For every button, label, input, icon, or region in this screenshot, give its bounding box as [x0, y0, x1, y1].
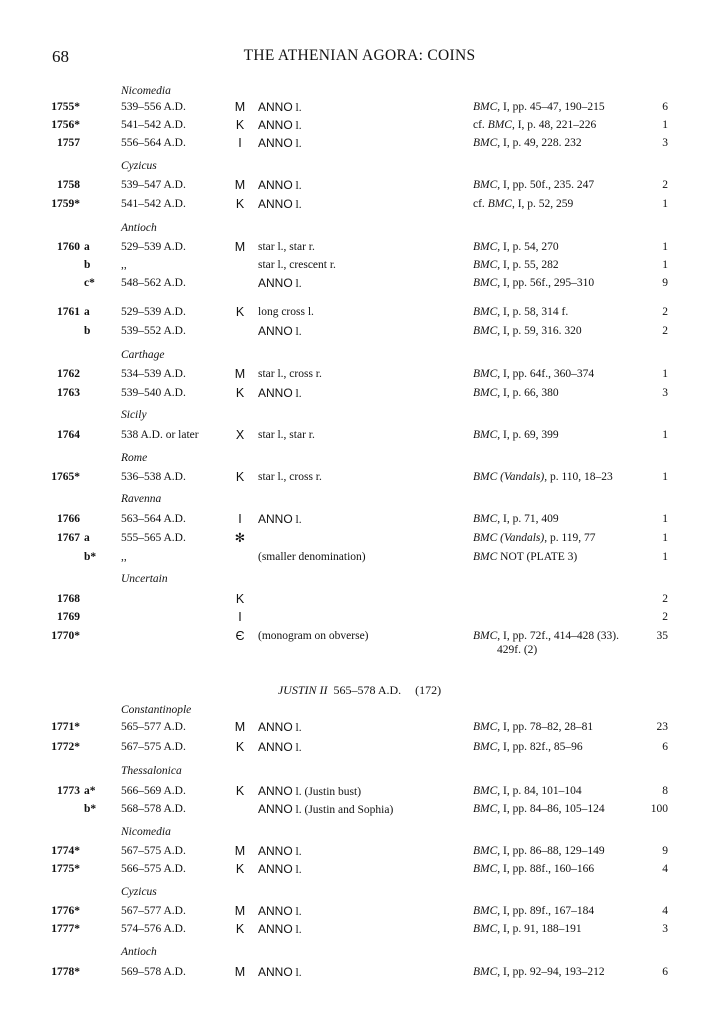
variant-letter: c*: [84, 277, 95, 289]
bmc-reference: BMC, I, pp. 84–86, 105–124: [473, 803, 605, 815]
date-range: 539–547 A.D.: [121, 179, 186, 191]
specimen-count: 9: [662, 277, 668, 289]
specimen-count: 1: [662, 198, 668, 210]
catalog-number: 1770*: [51, 630, 80, 642]
bmc-reference: BMC (Vandals), p. 110, 18–23: [473, 471, 613, 483]
catalog-number: 1766: [57, 513, 80, 525]
specimen-count: 1: [662, 368, 668, 380]
specimen-count: 35: [656, 630, 668, 642]
mint-name: Carthage: [121, 349, 165, 361]
catalog-number: 1765*: [51, 471, 80, 483]
date-range: 548–562 A.D.: [121, 277, 186, 289]
date-range: 539–556 A.D.: [121, 101, 186, 113]
catalog-entry: [0, 365, 719, 383]
reverse-description: ANNO l.: [258, 100, 302, 114]
date-range: 574–576 A.D.: [121, 923, 186, 935]
reverse-description: star l., cross r.: [258, 471, 322, 483]
reverse-description: ANNO l.: [258, 386, 302, 400]
mint-name: Antioch: [121, 946, 157, 958]
catalog-entry: [0, 548, 719, 566]
catalog-entry: [0, 176, 719, 194]
catalog-number: 1772*: [51, 741, 80, 753]
specimen-count: 2: [662, 593, 668, 605]
reverse-description: ANNO l.: [258, 324, 302, 338]
catalog-number: 1759*: [51, 198, 80, 210]
bmc-reference: BMC, I, pp. 72f., 414–428 (33).: [473, 630, 619, 642]
reverse-description: ANNO l.: [258, 720, 302, 734]
catalog-entry: [0, 195, 719, 213]
emperor-name: JUSTIN II: [277, 683, 328, 697]
catalog-number: 1771*: [51, 721, 80, 733]
catalog-number: 1777*: [51, 923, 80, 935]
bmc-reference: BMC, I, p. 55, 282: [473, 259, 559, 271]
page-number: 68: [52, 47, 69, 66]
bmc-reference: BMC, I, p. 54, 270: [473, 241, 559, 253]
reverse-description: ANNO l.: [258, 862, 302, 876]
catalog-entry: [0, 510, 719, 528]
date-range: 567–575 A.D.: [121, 741, 186, 753]
mint-name: Antioch: [121, 222, 157, 234]
section-heading-justin-ii: [0, 683, 719, 698]
catalog-number: 1775*: [51, 863, 80, 875]
variant-letter: b*: [84, 803, 97, 815]
bmc-reference: BMC, I, pp. 92–94, 193–212: [473, 966, 605, 978]
date-range: 566–575 A.D.: [121, 863, 186, 875]
date-range: ,,: [121, 551, 127, 563]
bmc-reference: BMC, I, pp. 82f., 85–96: [473, 741, 583, 753]
date-range: ,,: [121, 259, 127, 271]
denomination-mark: K: [235, 118, 245, 132]
bmc-reference: BMC, I, pp. 88f., 160–166: [473, 863, 595, 875]
catalog-number: 1764: [57, 429, 80, 441]
catalog-number: 1760: [57, 241, 80, 253]
denomination-mark: X: [235, 428, 245, 442]
specimen-count: 6: [662, 966, 668, 978]
catalog-entry: [0, 98, 719, 116]
date-range: 538 A.D. or later: [121, 429, 199, 441]
denomination-mark: K: [235, 784, 245, 798]
mint-name: Sicily: [121, 409, 147, 421]
specimen-count: 9: [662, 845, 668, 857]
catalog-entry: [0, 134, 719, 152]
catalog-entry: [0, 738, 719, 756]
reverse-description: long cross l.: [258, 306, 314, 318]
date-range: 568–578 A.D.: [121, 803, 186, 815]
denomination-mark: M: [234, 367, 246, 381]
catalog-entry: [0, 274, 719, 292]
variant-letter: b: [84, 325, 91, 337]
running-title: THE ATHENIAN AGORA: COINS: [243, 47, 476, 64]
reverse-description: ANNO l.: [258, 740, 302, 754]
catalog-entry: [0, 920, 719, 938]
variant-letter: b*: [84, 551, 97, 563]
catalog-entry: [0, 608, 719, 626]
catalog-number: 1767: [57, 532, 80, 544]
catalog-number: 1761: [57, 306, 80, 318]
bmc-reference: BMC, I, p. 66, 380: [473, 387, 559, 399]
denomination-mark: M: [234, 720, 246, 734]
variant-letter: a: [84, 241, 90, 253]
specimen-count: 1: [662, 429, 668, 441]
specimen-count: 2: [662, 306, 668, 318]
catalog-entry: [0, 842, 719, 860]
specimen-count: 3: [662, 387, 668, 399]
denomination-mark: I: [238, 610, 242, 624]
bmc-reference: BMC, I, pp. 78–82, 28–81: [473, 721, 594, 733]
reverse-description: ANNO l.: [258, 197, 302, 211]
specimen-count: 6: [662, 741, 668, 753]
reverse-description: star l., star r.: [258, 241, 315, 253]
reverse-description: ANNO l.: [258, 922, 302, 936]
denomination-mark: M: [234, 178, 246, 192]
date-range: 541–542 A.D.: [121, 119, 186, 131]
catalog-entry: [0, 116, 719, 134]
denomination-mark: K: [235, 862, 245, 876]
catalog-entry: [0, 718, 719, 736]
reverse-description: ANNO l.: [258, 512, 302, 526]
date-range: 529–539 A.D.: [121, 241, 186, 253]
date-range: 556–564 A.D.: [121, 137, 186, 149]
reverse-description: star l., star r.: [258, 429, 315, 441]
date-range: 539–540 A.D.: [121, 387, 186, 399]
bmc-reference: BMC, I, p. 71, 409: [473, 513, 559, 525]
mint-name: Cyzicus: [121, 160, 157, 172]
specimen-count: 6: [662, 101, 668, 113]
specimen-count: 1: [662, 551, 668, 563]
bmc-reference: BMC, I, p. 58, 314 f.: [473, 306, 569, 318]
specimen-count: 2: [662, 325, 668, 337]
bmc-reference: BMC, I, p. 84, 101–104: [473, 785, 582, 797]
denomination-mark: K: [235, 197, 245, 211]
reverse-description: ANNO l. (Justin and Sophia): [258, 802, 394, 816]
specimen-count: 23: [656, 721, 668, 733]
catalog-number: 1776*: [51, 905, 80, 917]
bmc-reference: cf. BMC, I, p. 48, 221–226: [473, 119, 597, 131]
denomination-mark: K: [235, 740, 245, 754]
denomination-mark: K: [235, 305, 245, 319]
catalog-number: 1768: [57, 593, 80, 605]
specimen-count: 3: [662, 923, 668, 935]
date-range: 563–564 A.D.: [121, 513, 186, 525]
catalog-entry: [0, 529, 719, 547]
catalog-entry: [0, 590, 719, 608]
reverse-description: ANNO l.: [258, 965, 302, 979]
variant-letter: a: [84, 532, 90, 544]
mint-name: Cyzicus: [121, 886, 157, 898]
catalog-entry: [0, 860, 719, 878]
catalog-entry: [0, 256, 719, 274]
specimen-count: 3: [662, 137, 668, 149]
bmc-reference: cf. BMC, I, p. 52, 259: [473, 198, 574, 210]
mint-name: Nicomedia: [121, 826, 171, 838]
denomination-mark: M: [234, 904, 246, 918]
reverse-description: ANNO l. (Justin bust): [258, 784, 362, 798]
reverse-description: ANNO l.: [258, 844, 302, 858]
specimen-count: 4: [662, 905, 668, 917]
date-range: 536–538 A.D.: [121, 471, 186, 483]
catalog-entry: [0, 468, 719, 486]
catalog-number: 1758: [57, 179, 80, 191]
denomination-mark: M: [234, 844, 246, 858]
bmc-reference: BMC, I, pp. 89f., 167–184: [473, 905, 595, 917]
denomination-mark: ✻: [234, 531, 246, 545]
bmc-reference: BMC, I, pp. 50f., 235. 247: [473, 179, 595, 191]
catalog-entry: [0, 303, 719, 321]
catalog-number: 1778*: [51, 966, 80, 978]
mint-name: Constantinople: [121, 704, 192, 716]
date-range: 566–569 A.D.: [121, 785, 186, 797]
date-range: 569–578 A.D.: [121, 966, 186, 978]
bmc-reference-continued: 429f. (2): [497, 644, 538, 656]
denomination-mark: I: [238, 512, 242, 526]
denomination-mark: Є: [235, 629, 245, 643]
denomination-mark: K: [235, 386, 245, 400]
date-range: 541–542 A.D.: [121, 198, 186, 210]
denomination-mark: M: [234, 965, 246, 979]
denomination-mark: K: [235, 922, 245, 936]
reverse-description: star l., crescent r.: [258, 259, 336, 271]
catalog-entry: [0, 322, 719, 340]
catalog-number: 1762: [57, 368, 80, 380]
specimen-count: 100: [650, 803, 668, 815]
bmc-reference: BMC, I, pp. 86–88, 129–149: [473, 845, 605, 857]
mint-name: Thessalonica: [121, 765, 182, 777]
catalog-entry: [0, 238, 719, 256]
catalog-entry: [0, 426, 719, 444]
mint-name: Rome: [121, 452, 148, 464]
date-range: 534–539 A.D.: [121, 368, 186, 380]
bmc-reference: BMC (Vandals), p. 119, 77: [473, 532, 596, 544]
mint-name: Nicomedia: [121, 85, 171, 97]
variant-letter: a: [84, 306, 90, 318]
reverse-description: ANNO l.: [258, 904, 302, 918]
reign-years: 565–578 A.D.: [333, 683, 402, 697]
specimen-count: 1: [662, 119, 668, 131]
date-range: 539–552 A.D.: [121, 325, 186, 337]
catalog-number: 1757: [57, 137, 80, 149]
bmc-reference: BMC, I, pp. 64f., 360–374: [473, 368, 595, 380]
denomination-mark: M: [234, 240, 246, 254]
date-range: 565–577 A.D.: [121, 721, 186, 733]
catalog-number: 1773: [57, 785, 80, 797]
bmc-reference: BMC, I, p. 91, 188–191: [473, 923, 582, 935]
variant-letter: b: [84, 259, 91, 271]
catalog-entry: [0, 902, 719, 920]
date-range: 529–539 A.D.: [121, 306, 186, 318]
specimen-count: 1: [662, 241, 668, 253]
bmc-reference: BMC, I, pp. 45–47, 190–215: [473, 101, 605, 113]
specimen-count: 4: [662, 863, 668, 875]
denomination-mark: K: [235, 592, 245, 606]
variant-letter: a*: [84, 785, 96, 797]
denomination-mark: I: [238, 136, 242, 150]
catalog-entry: [0, 627, 719, 645]
reverse-description: star l., cross r.: [258, 368, 322, 380]
date-range: 567–575 A.D.: [121, 845, 186, 857]
specimen-count: 1: [662, 532, 668, 544]
specimen-count: 8: [662, 785, 668, 797]
specimen-count: 1: [662, 471, 668, 483]
specimen-count: 1: [662, 259, 668, 271]
bmc-reference: BMC, I, pp. 56f., 295–310: [473, 277, 595, 289]
catalog-entry: [0, 782, 719, 800]
bmc-reference: BMC, I, p. 59, 316. 320: [473, 325, 582, 337]
bmc-reference: BMC, I, p. 49, 228. 232: [473, 137, 582, 149]
catalog-number: 1774*: [51, 845, 80, 857]
specimen-count: 1: [662, 513, 668, 525]
denomination-mark: M: [234, 100, 246, 114]
catalog-entry: [0, 384, 719, 402]
catalog-number: 1763: [57, 387, 80, 399]
section-total: (172): [415, 683, 442, 697]
reverse-description: ANNO l.: [258, 118, 302, 132]
date-range: 555–565 A.D.: [121, 532, 186, 544]
specimen-count: 2: [662, 179, 668, 191]
reverse-description: ANNO l.: [258, 276, 302, 290]
mint-name: Uncertain: [121, 573, 168, 585]
date-range: 567–577 A.D.: [121, 905, 186, 917]
bmc-reference: BMC, I, p. 69, 399: [473, 429, 559, 441]
mint-name: Ravenna: [121, 493, 162, 505]
reverse-description: (smaller denomination): [258, 551, 366, 563]
reverse-description: (monogram on obverse): [258, 630, 369, 642]
denomination-mark: K: [235, 470, 245, 484]
catalog-entry: [0, 963, 719, 981]
specimen-count: 2: [662, 611, 668, 623]
bmc-reference: BMC NOT (PLATE 3): [473, 551, 578, 563]
reverse-description: ANNO l.: [258, 178, 302, 192]
catalog-number: 1755*: [51, 101, 80, 113]
catalog-number: 1769: [57, 611, 80, 623]
reverse-description: ANNO l.: [258, 136, 302, 150]
catalog-entry: [0, 800, 719, 818]
catalog-number: 1756*: [51, 119, 80, 131]
